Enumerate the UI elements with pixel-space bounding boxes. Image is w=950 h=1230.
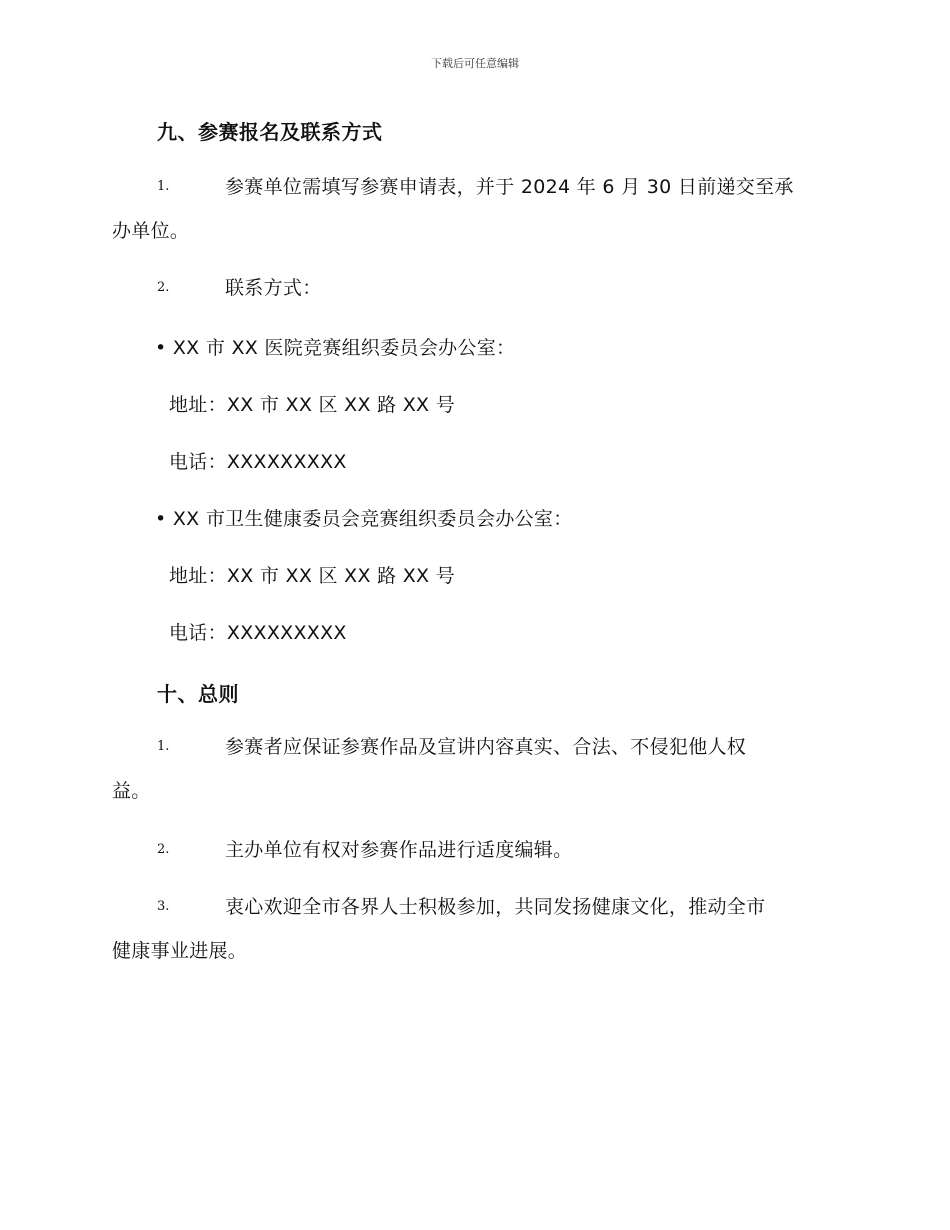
section-heading-9: 九、参赛报名及联系方式 [157, 120, 383, 144]
list-item-number: 1. [157, 179, 170, 194]
list-item-text: 参赛单位需填写参赛申请表，并于 2024 年 6 月 30 日前递交至承 [225, 176, 794, 198]
list-item-text: 联系方式： [225, 277, 322, 299]
list-item [112, 828, 842, 872]
header-note: 下载后可任意编辑 [431, 57, 519, 70]
list-item-number: 2. [157, 842, 170, 857]
section-heading-10: 十、总则 [157, 682, 239, 706]
list-item [112, 165, 842, 253]
list-item [112, 725, 842, 813]
list-item [112, 885, 842, 973]
list-item-text-continued: 办单位。 [112, 220, 190, 242]
list-item-text-continued: 健康事业进展。 [112, 940, 248, 962]
list-item-text: 主办单位有权对参赛作品进行适度编辑。 [225, 839, 573, 861]
contact-org-1: • XX 市 XX 医院竞赛组织委员会办公室： [155, 337, 516, 359]
contact-phone-1: 电话：XXXXXXXXX [169, 451, 347, 473]
list-item-text: 参赛者应保证参赛作品及宣讲内容真实、合法、不侵犯他人权 [225, 736, 747, 758]
list-item-number: 3. [157, 899, 170, 914]
contact-org-2: • XX 市卫生健康委员会竞赛组织委员会办公室： [155, 508, 573, 530]
list-item [112, 266, 842, 310]
list-item-text-continued: 益。 [112, 780, 151, 802]
contact-address-2: 地址：XX 市 XX 区 XX 路 XX 号 [169, 565, 456, 587]
list-item-number: 2. [157, 280, 170, 295]
list-item-text: 衷心欢迎全市各界人士积极参加，共同发扬健康文化，推动全市 [225, 896, 766, 918]
contact-address-1: 地址：XX 市 XX 区 XX 路 XX 号 [169, 394, 456, 416]
list-item-number: 1. [157, 739, 170, 754]
contact-phone-2: 电话：XXXXXXXXX [169, 622, 347, 644]
